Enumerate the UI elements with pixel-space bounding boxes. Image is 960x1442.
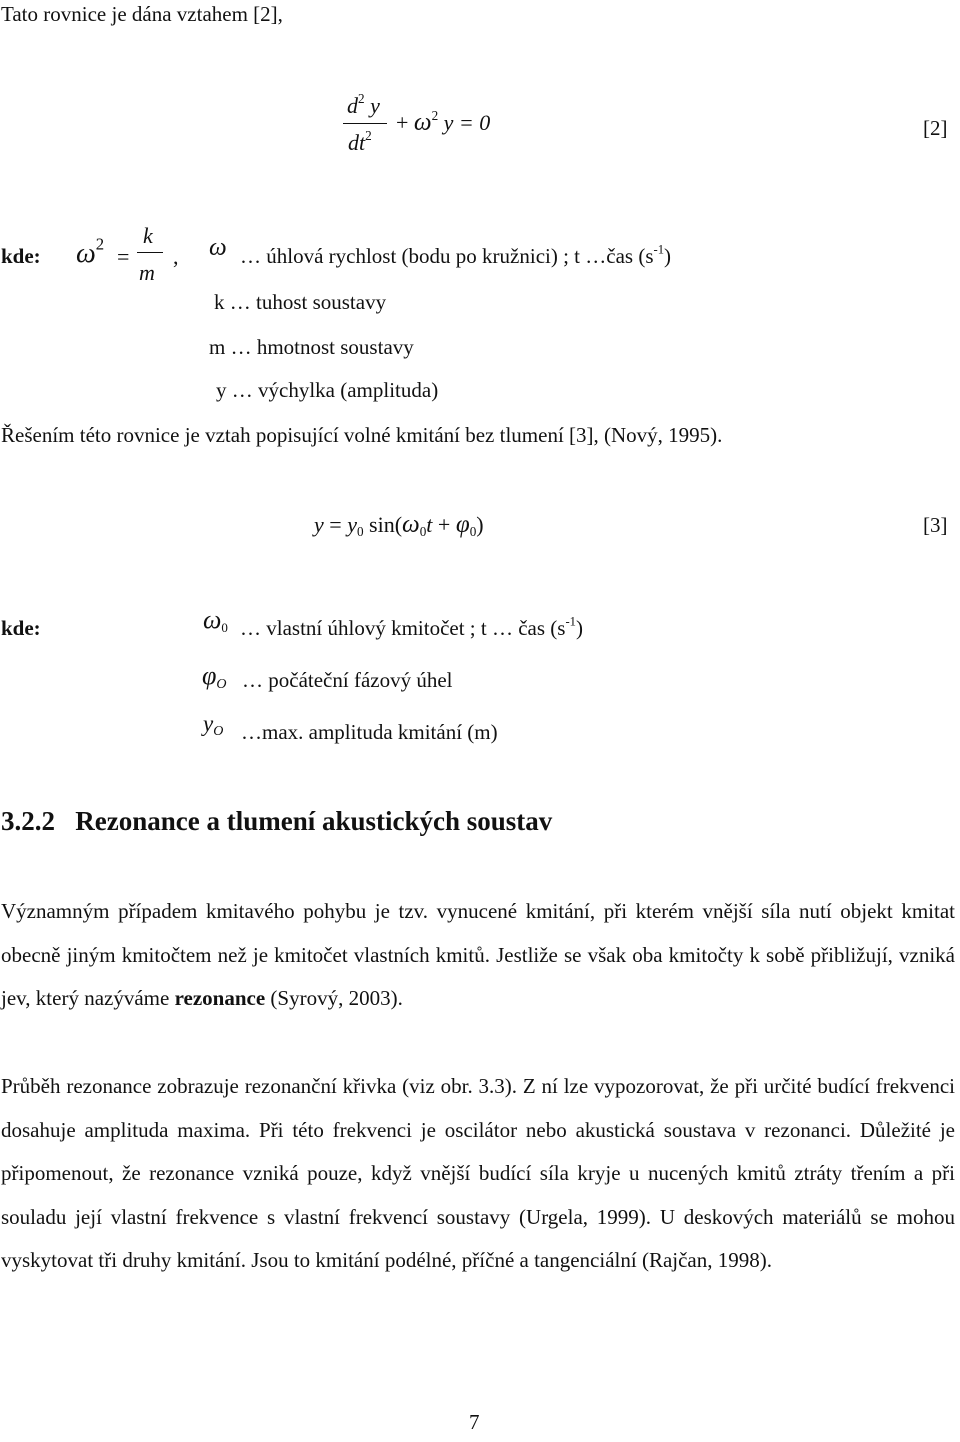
displacement-line: y … výchylka (amplituda) xyxy=(216,378,439,402)
intro-line: Tato rovnice je dána vztahem [2], xyxy=(1,2,283,26)
eq3-reference: [3] xyxy=(923,513,948,537)
eq2-fraction-bar xyxy=(343,123,387,124)
natural-frequency-line: … vlastní úhlový kmitočet ; t … čas $(s^{-1})$ xyxy=(240,614,583,640)
eq2-numerator: $d^2$ y xyxy=(347,91,380,118)
equals-sign: = xyxy=(117,244,130,269)
omega-symbol: ω xyxy=(209,234,227,261)
kde-label-2: kde: xyxy=(1,616,41,640)
page-number: 7 xyxy=(469,1410,480,1434)
paragraph-resonance-intro: Významným případem kmitavého pohybu je tzv. vynucené kmitání, při kterém vnější síla nutí objekt kmitat obecně jiným kmitočtem než je kmitočet vlastních kmitů. Jestliže se však oba kmitočty k sobě přibližují, vzniká jev, který nazýváme rezonance (Syrový, 2003). xyxy=(1,899,955,1010)
mass-line: m … hmotnost soustavy xyxy=(209,335,414,359)
max-amplitude-line: …max. amplituda kmitání (m) xyxy=(241,720,498,744)
solution-line: Řešením této rovnice je vztah popisující volné kmitání bez tlumení [3], (Nový, 1995). xyxy=(1,423,723,447)
fraction-k: k xyxy=(143,223,153,248)
omega-squared: $\omega^2$ xyxy=(76,234,105,269)
paragraph-resonance-curve: Průběh rezonance zobrazuje rezonanční křivka (viz obr. 3.3). Z ní lze vypozorovat, že při určité budící frekvenci dosahuje amplituda maxima. Při této frekvenci je oscilátor nebo akustická soustava v rezonanci. Důležité je připomenout, že rezonance vzniká pouze, když vnější budící síla kryje u nucených kmitů ztráty třením a při souladu její vlastní frekvence s vlastní frekvencí soustavy (Urgela, 1999). U deskových materiálů se mohou vyskytovat tři druhy kmitání. Jsou to kmitání podélné, příčné a tangenciální (Rajčan, 1998). xyxy=(1,1074,955,1272)
kde-label: kde: xyxy=(1,244,41,268)
initial-phase-line: … počáteční fázový úhel xyxy=(242,668,453,692)
phi0-symbol: $\varphi_O$ xyxy=(202,661,227,693)
eq2-rest: + $\omega^2$ y = 0 xyxy=(396,108,491,136)
term-rezonance: rezonance xyxy=(174,986,266,1010)
omega0-symbol: $\omega_0$ xyxy=(203,605,228,635)
eq2-reference: [2] xyxy=(923,116,948,140)
eq2-denominator: $dt^2$ xyxy=(348,128,372,155)
section-heading: 3.2.2 Rezonance a tlumení akustických soustav xyxy=(1,806,553,836)
k-m-fraction-bar xyxy=(137,252,163,253)
fraction-m: m xyxy=(139,260,155,285)
stiffness-line: k … tuhost soustavy xyxy=(214,290,387,314)
eq3-expression: $y = y_0$ $\sin(\omega_0t + \varphi_0)$ xyxy=(314,511,484,539)
angular-velocity-line: … úhlová rychlost (bodu po kružnici) ; t …čas $(s^{-1})$ xyxy=(240,242,671,268)
y0-symbol: $y_O$ xyxy=(203,711,224,740)
comma: , xyxy=(173,244,179,269)
